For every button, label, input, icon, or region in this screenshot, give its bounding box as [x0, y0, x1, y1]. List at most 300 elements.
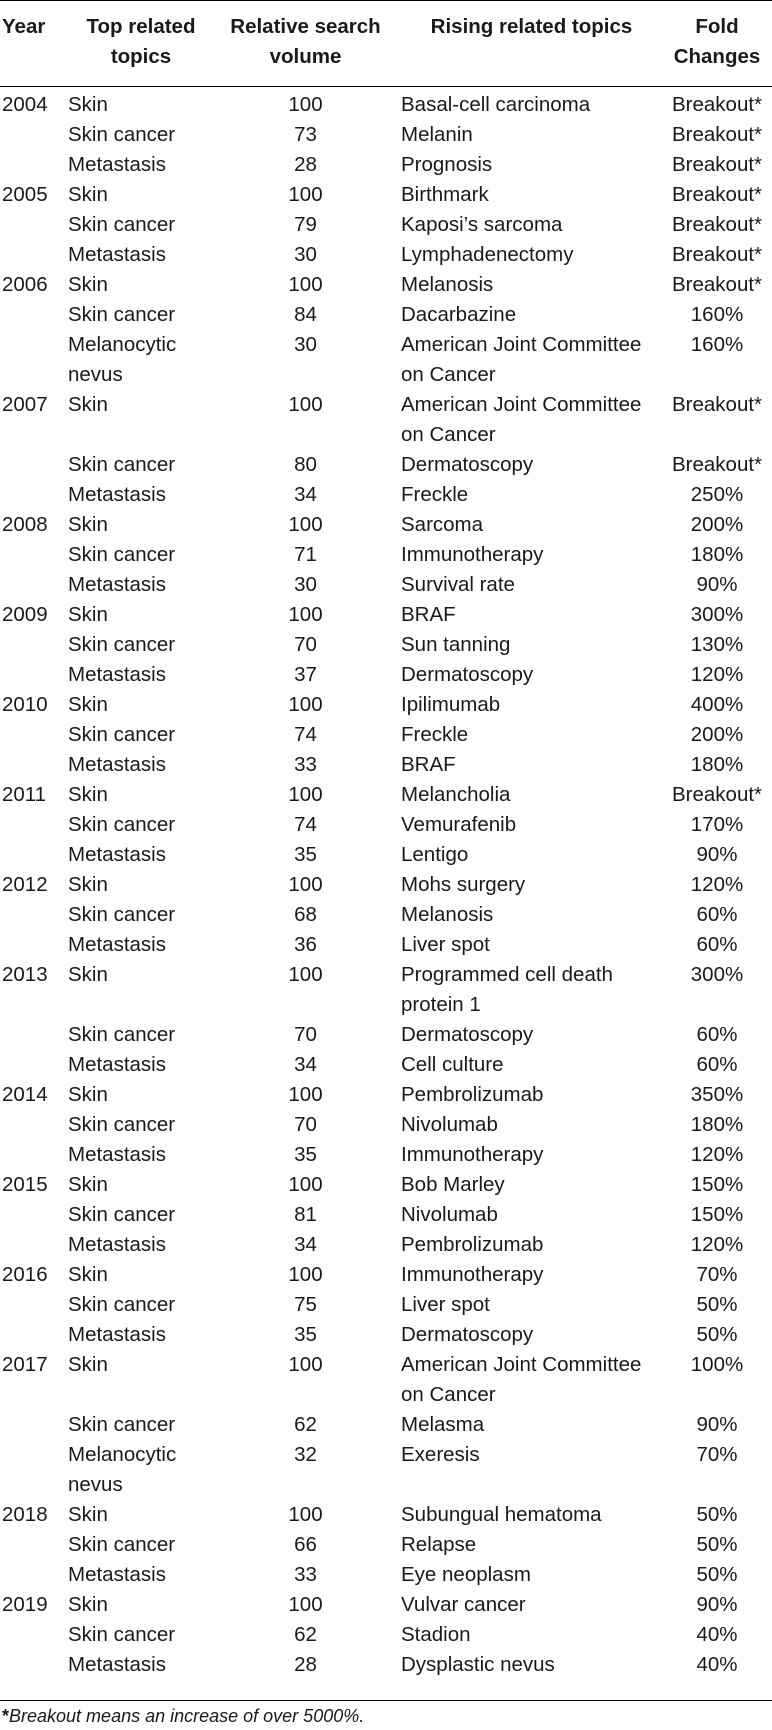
cell-search-volume: 75	[294, 1293, 317, 1316]
cell-rising-topic: Melanosis	[401, 273, 494, 296]
cell-year	[0, 840, 68, 870]
table-row	[0, 1260, 772, 1290]
table-row	[0, 1140, 772, 1170]
cell-fold-change: 50%	[696, 1563, 738, 1586]
cell-top-topic: Skin	[68, 693, 108, 716]
cell-search-volume: 34	[294, 1233, 317, 1256]
cell-search-volume: 100	[288, 693, 323, 716]
cell-year	[0, 120, 68, 150]
cell-search-volume: 100	[288, 393, 323, 416]
cell-top-topic: Skin cancer	[68, 1623, 176, 1646]
cell-search-volume: 100	[288, 1503, 323, 1526]
header-year: Year	[2, 15, 46, 38]
cell-year: 2009	[2, 603, 48, 626]
cell-search-volume: 79	[294, 213, 317, 236]
cell-year	[0, 1290, 68, 1320]
cell-fold-change: 200%	[690, 513, 744, 536]
table-body	[0, 86, 772, 1680]
cell-rising-topic: Dermatoscopy	[401, 1023, 534, 1046]
cell-fold-change: 130%	[690, 633, 744, 656]
cell-fold-change: Breakout*	[671, 213, 763, 236]
cell-top-topic: Skin	[68, 603, 108, 626]
cell-search-volume: 37	[294, 663, 317, 686]
top-rule	[0, 0, 772, 1]
cell-year	[0, 1620, 68, 1650]
header-top-related-topics: Top related topics	[86, 15, 196, 68]
header-rule	[0, 86, 772, 87]
cell-fold-change: 50%	[696, 1293, 738, 1316]
table-row	[0, 1200, 772, 1230]
cell-year: 2016	[2, 1263, 48, 1286]
cell-top-topic: Skin	[68, 1353, 108, 1376]
cell-year	[0, 1530, 68, 1560]
cell-rising-topic: Basal-cell carcinoma	[401, 93, 591, 116]
cell-year	[0, 1650, 68, 1680]
cell-rising-topic: BRAF	[401, 753, 456, 776]
table-row	[0, 840, 772, 870]
cell-top-topic: Skin cancer	[68, 1203, 176, 1226]
cell-rising-topic: Survival rate	[401, 573, 515, 596]
cell-search-volume: 32	[294, 1443, 317, 1466]
cell-top-topic: Metastasis	[68, 663, 166, 686]
cell-search-volume: 70	[294, 1113, 317, 1136]
table-row	[0, 1560, 772, 1590]
table-row	[0, 570, 772, 600]
table-row	[0, 1530, 772, 1560]
cell-search-volume: 62	[294, 1413, 317, 1436]
cell-year	[0, 750, 68, 780]
cell-rising-topic: American Joint Committee on Cancer	[401, 333, 642, 386]
cell-rising-topic: Prognosis	[401, 153, 493, 176]
table-row	[0, 660, 772, 690]
table-row	[0, 1590, 772, 1620]
cell-search-volume: 74	[294, 813, 317, 836]
cell-search-volume: 35	[294, 1323, 317, 1346]
cell-fold-change: 60%	[696, 903, 738, 926]
cell-search-volume: 28	[294, 153, 317, 176]
cell-search-volume: 68	[294, 903, 317, 926]
table-row	[0, 810, 772, 840]
cell-year: 2005	[2, 183, 48, 206]
cell-fold-change: 120%	[690, 873, 744, 896]
cell-rising-topic: Sarcoma	[401, 513, 484, 536]
table-row	[0, 390, 772, 450]
cell-year: 2012	[2, 873, 48, 896]
cell-year	[0, 810, 68, 840]
cell-fold-change: Breakout*	[671, 93, 763, 116]
cell-year	[0, 330, 68, 390]
cell-top-topic: Skin cancer	[68, 1533, 176, 1556]
cell-year	[0, 1410, 68, 1440]
cell-top-topic: Metastasis	[68, 933, 166, 956]
cell-fold-change: Breakout*	[671, 243, 763, 266]
cell-fold-change: Breakout*	[671, 453, 763, 476]
cell-top-topic: Skin cancer	[68, 123, 176, 146]
cell-year	[0, 240, 68, 270]
table-row	[0, 1290, 772, 1320]
bottom-rule	[0, 1700, 772, 1701]
table-row	[0, 1350, 772, 1410]
cell-rising-topic: Pembrolizumab	[401, 1233, 544, 1256]
cell-search-volume: 30	[294, 243, 317, 266]
cell-year	[0, 1230, 68, 1260]
cell-rising-topic: Pembrolizumab	[401, 1083, 544, 1106]
cell-fold-change: 180%	[690, 1113, 744, 1136]
cell-fold-change: 180%	[690, 543, 744, 566]
table-row	[0, 1500, 772, 1530]
cell-fold-change: 250%	[690, 483, 744, 506]
cell-top-topic: Skin cancer	[68, 1023, 176, 1046]
table-row	[0, 1170, 772, 1200]
cell-fold-change: 70%	[696, 1443, 738, 1466]
cell-fold-change: 50%	[696, 1503, 738, 1526]
cell-top-topic: Skin cancer	[68, 813, 176, 836]
cell-top-topic: Skin	[68, 1593, 108, 1616]
cell-search-volume: 100	[288, 183, 323, 206]
cell-search-volume: 81	[294, 1203, 317, 1226]
footnote-text: Breakout means an increase of over 5000%.	[9, 1706, 365, 1726]
table-row	[0, 150, 772, 180]
table-row	[0, 510, 772, 540]
cell-rising-topic: Immunotherapy	[401, 1263, 544, 1286]
cell-search-volume: 62	[294, 1623, 317, 1646]
cell-search-volume: 35	[294, 1143, 317, 1166]
cell-top-topic: Skin cancer	[68, 903, 176, 926]
cell-rising-topic: Freckle	[401, 723, 469, 746]
cell-year	[0, 630, 68, 660]
table-row	[0, 900, 772, 930]
cell-fold-change: 120%	[690, 663, 744, 686]
table-row	[0, 1230, 772, 1260]
cell-search-volume: 100	[288, 603, 323, 626]
cell-year	[0, 450, 68, 480]
cell-fold-change: 50%	[696, 1533, 738, 1556]
header-row	[0, 6, 772, 86]
cell-search-volume: 36	[294, 933, 317, 956]
cell-fold-change: 90%	[696, 573, 738, 596]
cell-fold-change: 100%	[690, 1353, 744, 1376]
cell-rising-topic: Dacarbazine	[401, 303, 517, 326]
table-row	[0, 600, 772, 630]
table-row	[0, 690, 772, 720]
cell-top-topic: Skin cancer	[68, 303, 176, 326]
search-topics-table	[0, 6, 772, 1680]
cell-rising-topic: Melasma	[401, 1413, 485, 1436]
cell-search-volume: 100	[288, 963, 323, 986]
cell-year: 2013	[2, 963, 48, 986]
cell-rising-topic: Immunotherapy	[401, 543, 544, 566]
cell-rising-topic: Liver spot	[401, 933, 490, 956]
cell-rising-topic: Sun tanning	[401, 633, 511, 656]
table-row	[0, 1080, 772, 1110]
cell-rising-topic: Bob Marley	[401, 1173, 505, 1196]
cell-year	[0, 1110, 68, 1140]
cell-rising-topic: Melancholia	[401, 783, 511, 806]
table-row	[0, 300, 772, 330]
table-row	[0, 1620, 772, 1650]
cell-top-topic: Metastasis	[68, 243, 166, 266]
cell-rising-topic: Lymphadenectomy	[401, 243, 574, 266]
cell-fold-change: 180%	[690, 753, 744, 776]
cell-year	[0, 1440, 68, 1500]
cell-top-topic: Metastasis	[68, 1653, 166, 1676]
cell-year: 2015	[2, 1173, 48, 1196]
cell-fold-change: 150%	[690, 1203, 744, 1226]
cell-year	[0, 930, 68, 960]
cell-rising-topic: Nivolumab	[401, 1203, 498, 1226]
table-row	[0, 180, 772, 210]
table-row	[0, 330, 772, 390]
table-row	[0, 120, 772, 150]
table-row	[0, 240, 772, 270]
cell-rising-topic: Dermatoscopy	[401, 1323, 534, 1346]
cell-year: 2004	[2, 93, 48, 116]
cell-rising-topic: American Joint Committee on Cancer	[401, 393, 642, 446]
cell-fold-change: 50%	[696, 1323, 738, 1346]
cell-year: 2011	[2, 783, 47, 806]
cell-top-topic: Skin	[68, 183, 108, 206]
cell-top-topic: Skin cancer	[68, 633, 176, 656]
table-row	[0, 450, 772, 480]
cell-fold-change: Breakout*	[671, 393, 763, 416]
cell-rising-topic: Mohs surgery	[401, 873, 526, 896]
cell-year	[0, 660, 68, 690]
cell-rising-topic: Programmed cell death protein 1	[401, 963, 613, 1016]
cell-rising-topic: Dermatoscopy	[401, 453, 534, 476]
table-row	[0, 780, 772, 810]
cell-top-topic: Skin	[68, 1503, 108, 1526]
cell-search-volume: 74	[294, 723, 317, 746]
footnote-mark: *	[2, 1706, 10, 1726]
cell-top-topic: Metastasis	[68, 1053, 166, 1076]
cell-rising-topic: Lentigo	[401, 843, 469, 866]
cell-rising-topic: Stadion	[401, 1623, 471, 1646]
cell-rising-topic: Melanin	[401, 123, 473, 146]
cell-search-volume: 28	[294, 1653, 317, 1676]
cell-fold-change: 200%	[690, 723, 744, 746]
cell-top-topic: Metastasis	[68, 1563, 166, 1586]
cell-fold-change: Breakout*	[671, 783, 763, 806]
cell-search-volume: 100	[288, 273, 323, 296]
table-row	[0, 1050, 772, 1080]
cell-top-topic: Skin	[68, 93, 108, 116]
table-row	[0, 86, 772, 120]
cell-top-topic: Skin cancer	[68, 453, 176, 476]
cell-top-topic: Skin	[68, 393, 108, 416]
table-row	[0, 210, 772, 240]
cell-fold-change: 60%	[696, 1023, 738, 1046]
cell-rising-topic: Immunotherapy	[401, 1143, 544, 1166]
cell-top-topic: Skin cancer	[68, 213, 176, 236]
cell-search-volume: 30	[294, 333, 317, 356]
cell-search-volume: 66	[294, 1533, 317, 1556]
cell-search-volume: 30	[294, 573, 317, 596]
cell-top-topic: Skin	[68, 783, 108, 806]
cell-year: 2010	[2, 693, 48, 716]
cell-search-volume: 73	[294, 123, 317, 146]
cell-rising-topic: Ipilimumab	[401, 693, 501, 716]
cell-top-topic: Metastasis	[68, 843, 166, 866]
cell-top-topic: Skin cancer	[68, 723, 176, 746]
cell-top-topic: Skin	[68, 963, 108, 986]
table-row	[0, 480, 772, 510]
cell-rising-topic: Melanosis	[401, 903, 494, 926]
cell-search-volume: 100	[288, 1173, 323, 1196]
cell-rising-topic: Eye neoplasm	[401, 1563, 531, 1586]
cell-top-topic: Skin	[68, 1263, 108, 1286]
cell-top-topic: Metastasis	[68, 153, 166, 176]
cell-fold-change: 90%	[696, 843, 738, 866]
cell-top-topic: Metastasis	[68, 483, 166, 506]
cell-fold-change: 160%	[690, 303, 744, 326]
cell-year	[0, 900, 68, 930]
cell-top-topic: Skin cancer	[68, 1113, 176, 1136]
cell-search-volume: 100	[288, 873, 323, 896]
cell-fold-change: 40%	[696, 1653, 738, 1676]
cell-year: 2008	[2, 513, 48, 536]
cell-fold-change: 170%	[690, 813, 744, 836]
cell-rising-topic: Kaposi’s sarcoma	[401, 213, 563, 236]
cell-fold-change: 350%	[690, 1083, 744, 1106]
cell-rising-topic: Freckle	[401, 483, 469, 506]
cell-top-topic: Metastasis	[68, 1233, 166, 1256]
cell-top-topic: Skin	[68, 1083, 108, 1106]
cell-rising-topic: Dermatoscopy	[401, 663, 534, 686]
cell-fold-change: 300%	[690, 603, 744, 626]
cell-top-topic: Skin	[68, 873, 108, 896]
cell-rising-topic: Cell culture	[401, 1053, 504, 1076]
cell-top-topic: Metastasis	[68, 1143, 166, 1166]
cell-search-volume: 100	[288, 1083, 323, 1106]
table-row	[0, 960, 772, 1020]
cell-rising-topic: BRAF	[401, 603, 456, 626]
cell-search-volume: 100	[288, 513, 323, 536]
cell-search-volume: 33	[294, 1563, 317, 1586]
cell-year	[0, 480, 68, 510]
cell-rising-topic: Dysplastic nevus	[401, 1653, 555, 1676]
header-rising-related-topics: Rising related topics	[430, 15, 633, 38]
cell-rising-topic: Birthmark	[401, 183, 489, 206]
cell-fold-change: 60%	[696, 933, 738, 956]
cell-top-topic: Skin	[68, 1173, 108, 1196]
cell-top-topic: Melanocytic nevus	[68, 1443, 177, 1496]
cell-search-volume: 33	[294, 753, 317, 776]
cell-year	[0, 1320, 68, 1350]
cell-rising-topic: Subungual hematoma	[401, 1503, 602, 1526]
cell-search-volume: 34	[294, 1053, 317, 1076]
cell-search-volume: 100	[288, 1353, 323, 1376]
footnote	[2, 1706, 364, 1727]
cell-rising-topic: Relapse	[401, 1533, 477, 1556]
cell-rising-topic: American Joint Committee on Cancer	[401, 1353, 642, 1406]
cell-top-topic: Metastasis	[68, 1323, 166, 1346]
cell-fold-change: Breakout*	[671, 153, 763, 176]
cell-top-topic: Skin cancer	[68, 1413, 176, 1436]
cell-search-volume: 35	[294, 843, 317, 866]
cell-rising-topic: Vulvar cancer	[401, 1593, 526, 1616]
cell-year	[0, 150, 68, 180]
cell-rising-topic: Vemurafenib	[401, 813, 517, 836]
cell-fold-change: 90%	[696, 1593, 738, 1616]
cell-fold-change: 160%	[690, 333, 744, 356]
cell-search-volume: 80	[294, 453, 317, 476]
cell-search-volume: 70	[294, 1023, 317, 1046]
cell-fold-change: 400%	[690, 693, 744, 716]
cell-year	[0, 210, 68, 240]
cell-fold-change: Breakout*	[671, 183, 763, 206]
cell-search-volume: 71	[294, 543, 317, 566]
cell-fold-change: Breakout*	[671, 273, 763, 296]
cell-fold-change: 300%	[690, 963, 744, 986]
cell-rising-topic: Exeresis	[401, 1443, 480, 1466]
cell-top-topic: Melanocytic nevus	[68, 333, 177, 386]
cell-fold-change: 120%	[690, 1233, 744, 1256]
cell-search-volume: 34	[294, 483, 317, 506]
cell-search-volume: 100	[288, 1263, 323, 1286]
cell-fold-change: 120%	[690, 1143, 744, 1166]
cell-fold-change: 40%	[696, 1623, 738, 1646]
cell-year: 2014	[2, 1083, 48, 1106]
cell-year	[0, 540, 68, 570]
header-relative-search-volume: Relative search volume	[230, 15, 381, 68]
cell-year	[0, 1050, 68, 1080]
table-row	[0, 750, 772, 780]
table-row	[0, 1320, 772, 1350]
table-row	[0, 1440, 772, 1500]
cell-top-topic: Skin	[68, 273, 108, 296]
table-row	[0, 630, 772, 660]
cell-year	[0, 1200, 68, 1230]
cell-search-volume: 70	[294, 633, 317, 656]
cell-top-topic: Skin	[68, 513, 108, 536]
cell-rising-topic: Liver spot	[401, 1293, 490, 1316]
cell-top-topic: Metastasis	[68, 573, 166, 596]
table-row	[0, 1110, 772, 1140]
cell-search-volume: 84	[294, 303, 317, 326]
cell-fold-change: 150%	[690, 1173, 744, 1196]
table-row	[0, 870, 772, 900]
cell-top-topic: Metastasis	[68, 753, 166, 776]
table-row	[0, 720, 772, 750]
cell-year	[0, 570, 68, 600]
header-fold-changes: Fold Changes	[673, 15, 761, 68]
cell-search-volume: 100	[288, 1593, 323, 1616]
cell-fold-change: 60%	[696, 1053, 738, 1076]
table-row	[0, 540, 772, 570]
cell-year	[0, 720, 68, 750]
table-row	[0, 930, 772, 960]
cell-year	[0, 1140, 68, 1170]
cell-year	[0, 300, 68, 330]
cell-year	[0, 1020, 68, 1050]
cell-search-volume: 100	[288, 783, 323, 806]
cell-rising-topic: Nivolumab	[401, 1113, 498, 1136]
cell-year: 2007	[2, 393, 48, 416]
cell-year	[0, 1560, 68, 1590]
cell-top-topic: Skin cancer	[68, 543, 176, 566]
cell-top-topic: Skin cancer	[68, 1293, 176, 1316]
cell-search-volume: 100	[288, 93, 323, 116]
table-row	[0, 1410, 772, 1440]
table-row	[0, 1020, 772, 1050]
cell-year: 2017	[2, 1353, 48, 1376]
cell-year: 2019	[2, 1593, 48, 1616]
cell-fold-change: Breakout*	[671, 123, 763, 146]
table-row	[0, 1650, 772, 1680]
cell-fold-change: 70%	[696, 1263, 738, 1286]
cell-fold-change: 90%	[696, 1413, 738, 1436]
cell-year: 2018	[2, 1503, 48, 1526]
